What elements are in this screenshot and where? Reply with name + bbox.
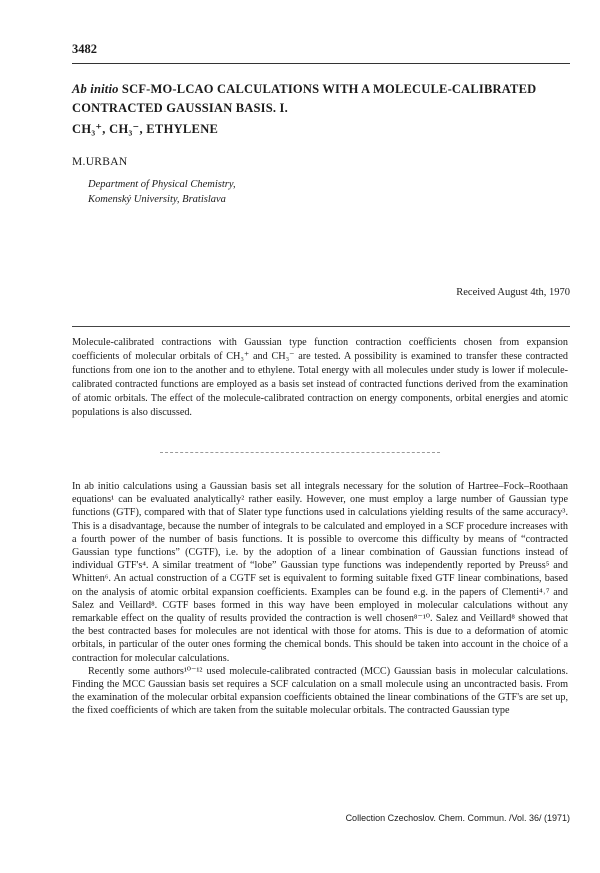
abstract-rule bbox=[72, 326, 570, 327]
abstract: Molecule-calibrated contractions with Gaussian type function contraction coefficients chosen from expansion coefficients of molecular orbitals of CH₃⁺ and CH₃⁻ are tested. A possibility is examined to transfer these contracted functions from one ion to the another and to ethylene. Total energy with all molecules under study is lower if molecule-calibrated contracted functions are employed as a basis set instead of contracted functions derived from the examination of atomic orbitals. The effect of the molecule-calibrated contraction on energy components, orbital energies and atomic populations is also discussed. bbox=[72, 337, 568, 419]
affiliation-department: Department of Physical Chemistry, bbox=[88, 179, 236, 190]
title-main: SCF-MO-LCAO CALCULATIONS WITH A MOLECULE-CALIBRATED CONTRACTED GAUSSIAN BASIS. I. bbox=[72, 82, 537, 115]
footer-citation: Collection Czechoslov. Chem. Commun. /Vol. 36/ (1971) bbox=[345, 813, 570, 823]
affiliation-university: Komenský University, Bratislava bbox=[88, 194, 226, 205]
author-name: M.URBAN bbox=[72, 156, 128, 168]
author-affiliation bbox=[88, 177, 236, 207]
abstract-divider bbox=[160, 452, 440, 453]
received-date: Received August 4th, 1970 bbox=[456, 287, 570, 298]
page-number: 3482 bbox=[72, 42, 97, 56]
header-rule bbox=[72, 63, 570, 64]
article-title bbox=[72, 80, 572, 118]
body-text bbox=[72, 480, 568, 718]
paragraph-2: Recently some authors¹⁰⁻¹² used molecule-calibrated contracted (MCC) Gaussian basis in molecular calculations. Finding the MCC Gaussian basis set requires a SCF calculation on a small molecule using an uncontracted basis. From the examination of the molecular orbital expansion coefficients obtained the linear combinations of the GTF's are set up, the fixed coefficients of which are taken from the suitable molecular orbitals. The contracted Gaussian type bbox=[72, 665, 568, 717]
title-italic-part: Ab initio bbox=[72, 82, 119, 96]
paragraph-1: In ab initio calculations using a Gaussian basis set all integrals necessary for the solution of Hartree–Fock–Roothaan equations¹ can be evaluated analytically² rather easily. However, one must employ a large number of Gaussian type functions (GTF), compared with that of Slater type functions used in calculations yielding results of the same accuracy³. This is a disadvantage, because the number of integrals to be calculated and employed in a SCF procedure increases with a fourth power of the number of basis functions. It is possible to overcome this difficulty by means of “contracted Gaussian type functions” (CGTF), i.e. by the adoption of a linear combination of Gaussian functions instead of individual GTF's⁴. A similar treatment of “lobe” Gaussian type functions was independently reported by Preuss⁵ and Whitten⁶. An actual construction of a CGTF set is equivalent to forming suitable fixed GTF linear combinations, based on the analysis of atomic orbital expansion coefficients. Examples can be found e.g. in the papers of Clementi⁴˒⁷ and Salez and Veillard⁸. CGTF bases formed in this way have been employed in molecular calculations without any remarkable effect on the quality of results provided the contraction is well chosen⁸⁻¹⁰. Salez and Veillard⁸ showed that the best contracted bases for molecules are not identical with those for atoms. This is due to a deformation of atomic orbitals, in particular of the outer ones forming the chemical bonds. This should be taken into account in the choice of a contraction for molecular calculations. bbox=[72, 481, 568, 664]
title-species: CH₃⁺, CH₃⁻, ETHYLENE bbox=[72, 122, 219, 136]
